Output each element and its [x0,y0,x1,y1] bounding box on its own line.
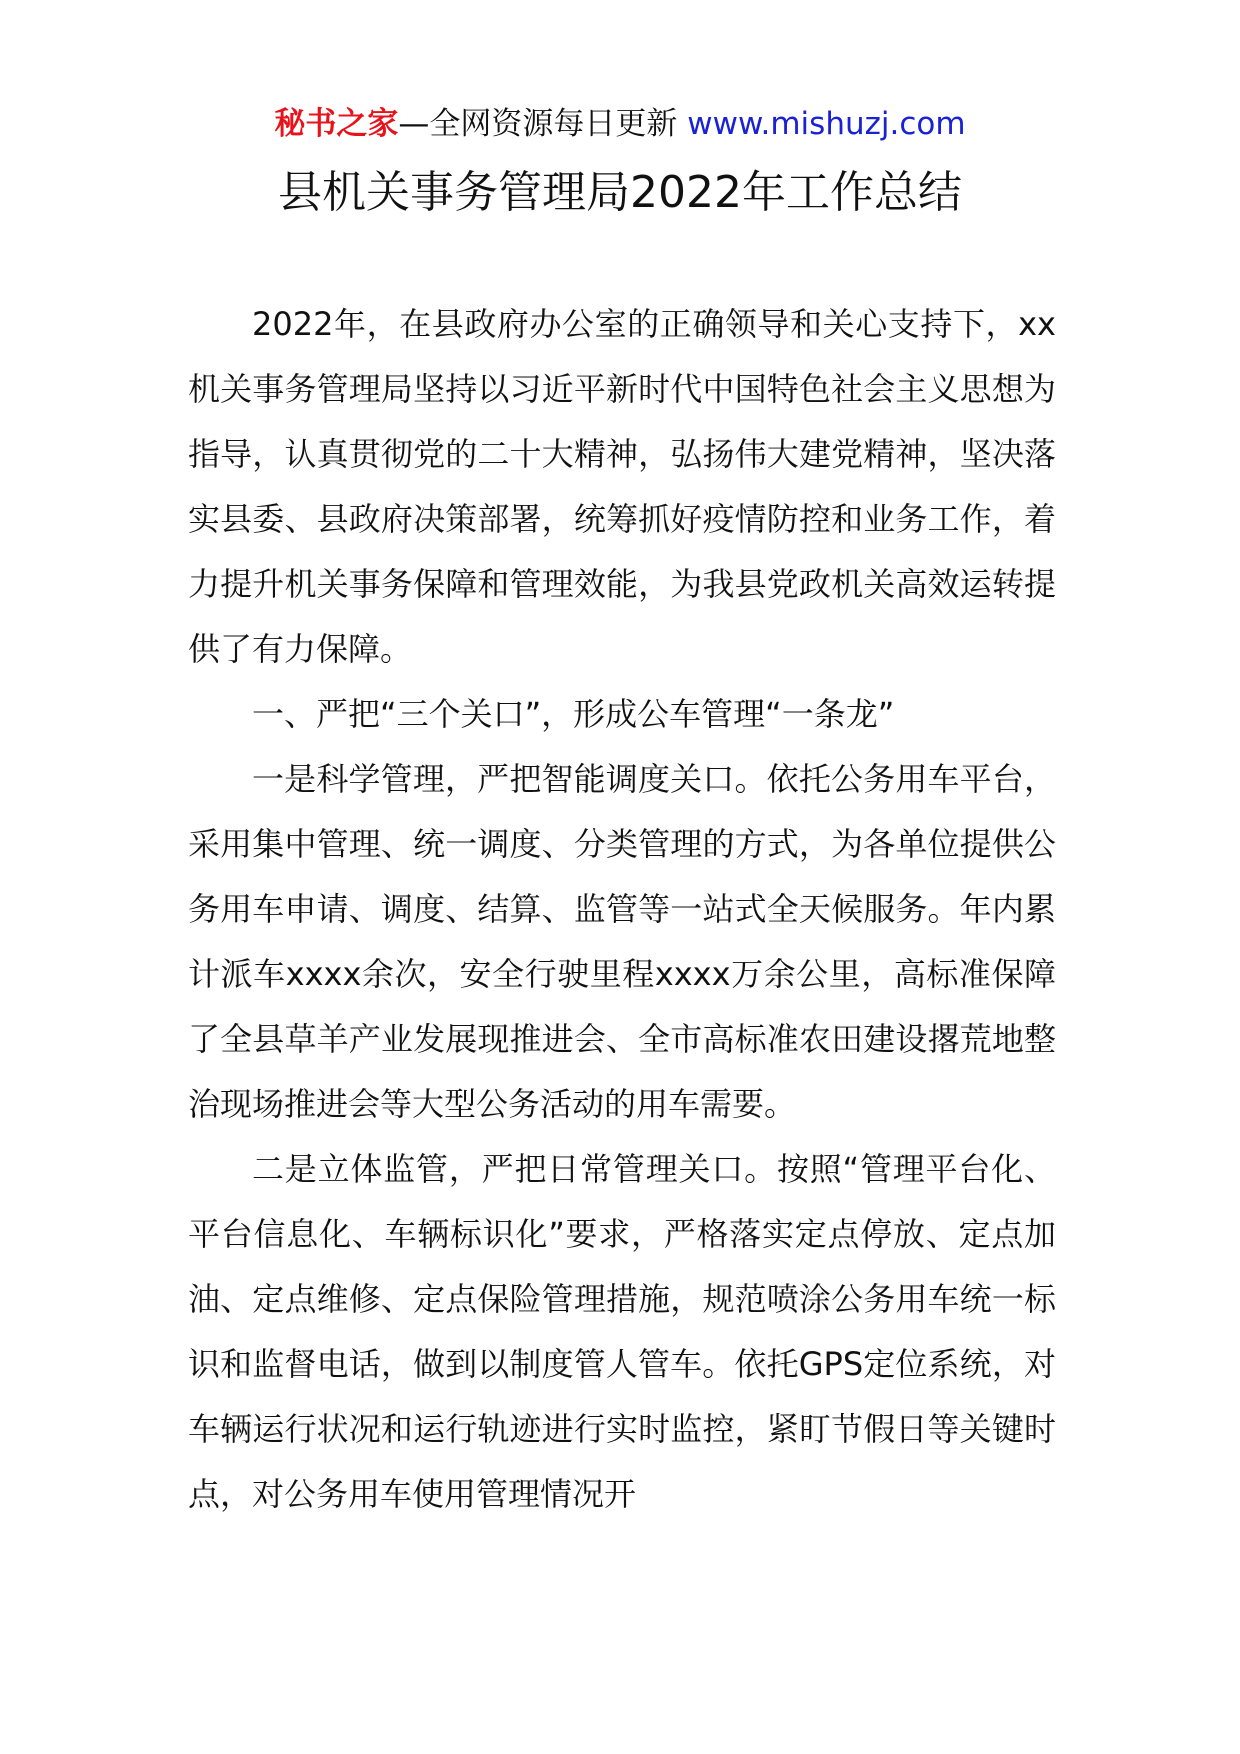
body-paragraph: 二是立体监管，严把日常管理关口。按照“管理平台化、平台信息化、车辆标识化”要求，严格落实定点停放、定点加油、定点维修、定点保险管理措施，规范喷涂公务用车统一标识和监督电话，做到以制度管人管车。依托GPS定位系统，对车辆运行状况和运行轨迹进行实时监控，紧盯节假日等关键时点，对公务用车使用管理情况开 [188,1150,1056,1513]
brand-name: 秘书之家 [274,106,399,142]
section-heading: 一、严把“三个关口”，形成公车管理“一条龙” [252,695,895,733]
site-url-link[interactable]: www.mishuzj.com [687,106,966,142]
intro-paragraph: 2022年，在县政府办公室的正确领导和关心支持下，xx机关事务管理局坚持以习近平新时代中国特色社会主义思想为指导，认真贯彻党的二十大精神，弘扬伟大建党精神，坚决落实县委、县政府决策部署，统筹抓好疫情防控和业务工作，着力提升机关事务保障和管理效能，为我县党政机关高效运转提供了有力保障。 [188,305,1056,668]
body-paragraph: 一是科学管理，严把智能调度关口。依托公务用车平台，采用集中管理、统一调度、分类管理的方式，为各单位提供公务用车申请、调度、结算、监管等一站式全天候服务。年内累计派车xxxx余次，安全行驶里程xxxx万余公里，高标准保障了全县草羊产业发展现推进会、全市高标准农田建设撂荒地整治现场推进会等大型公务活动的用车需要。 [188,760,1056,1123]
site-header [0,100,1240,148]
document-title: 县机关事务管理局2022年工作总结 [278,167,962,218]
document-body [188,292,1056,1527]
header-tagline: —全网资源每日更新 [398,106,678,142]
